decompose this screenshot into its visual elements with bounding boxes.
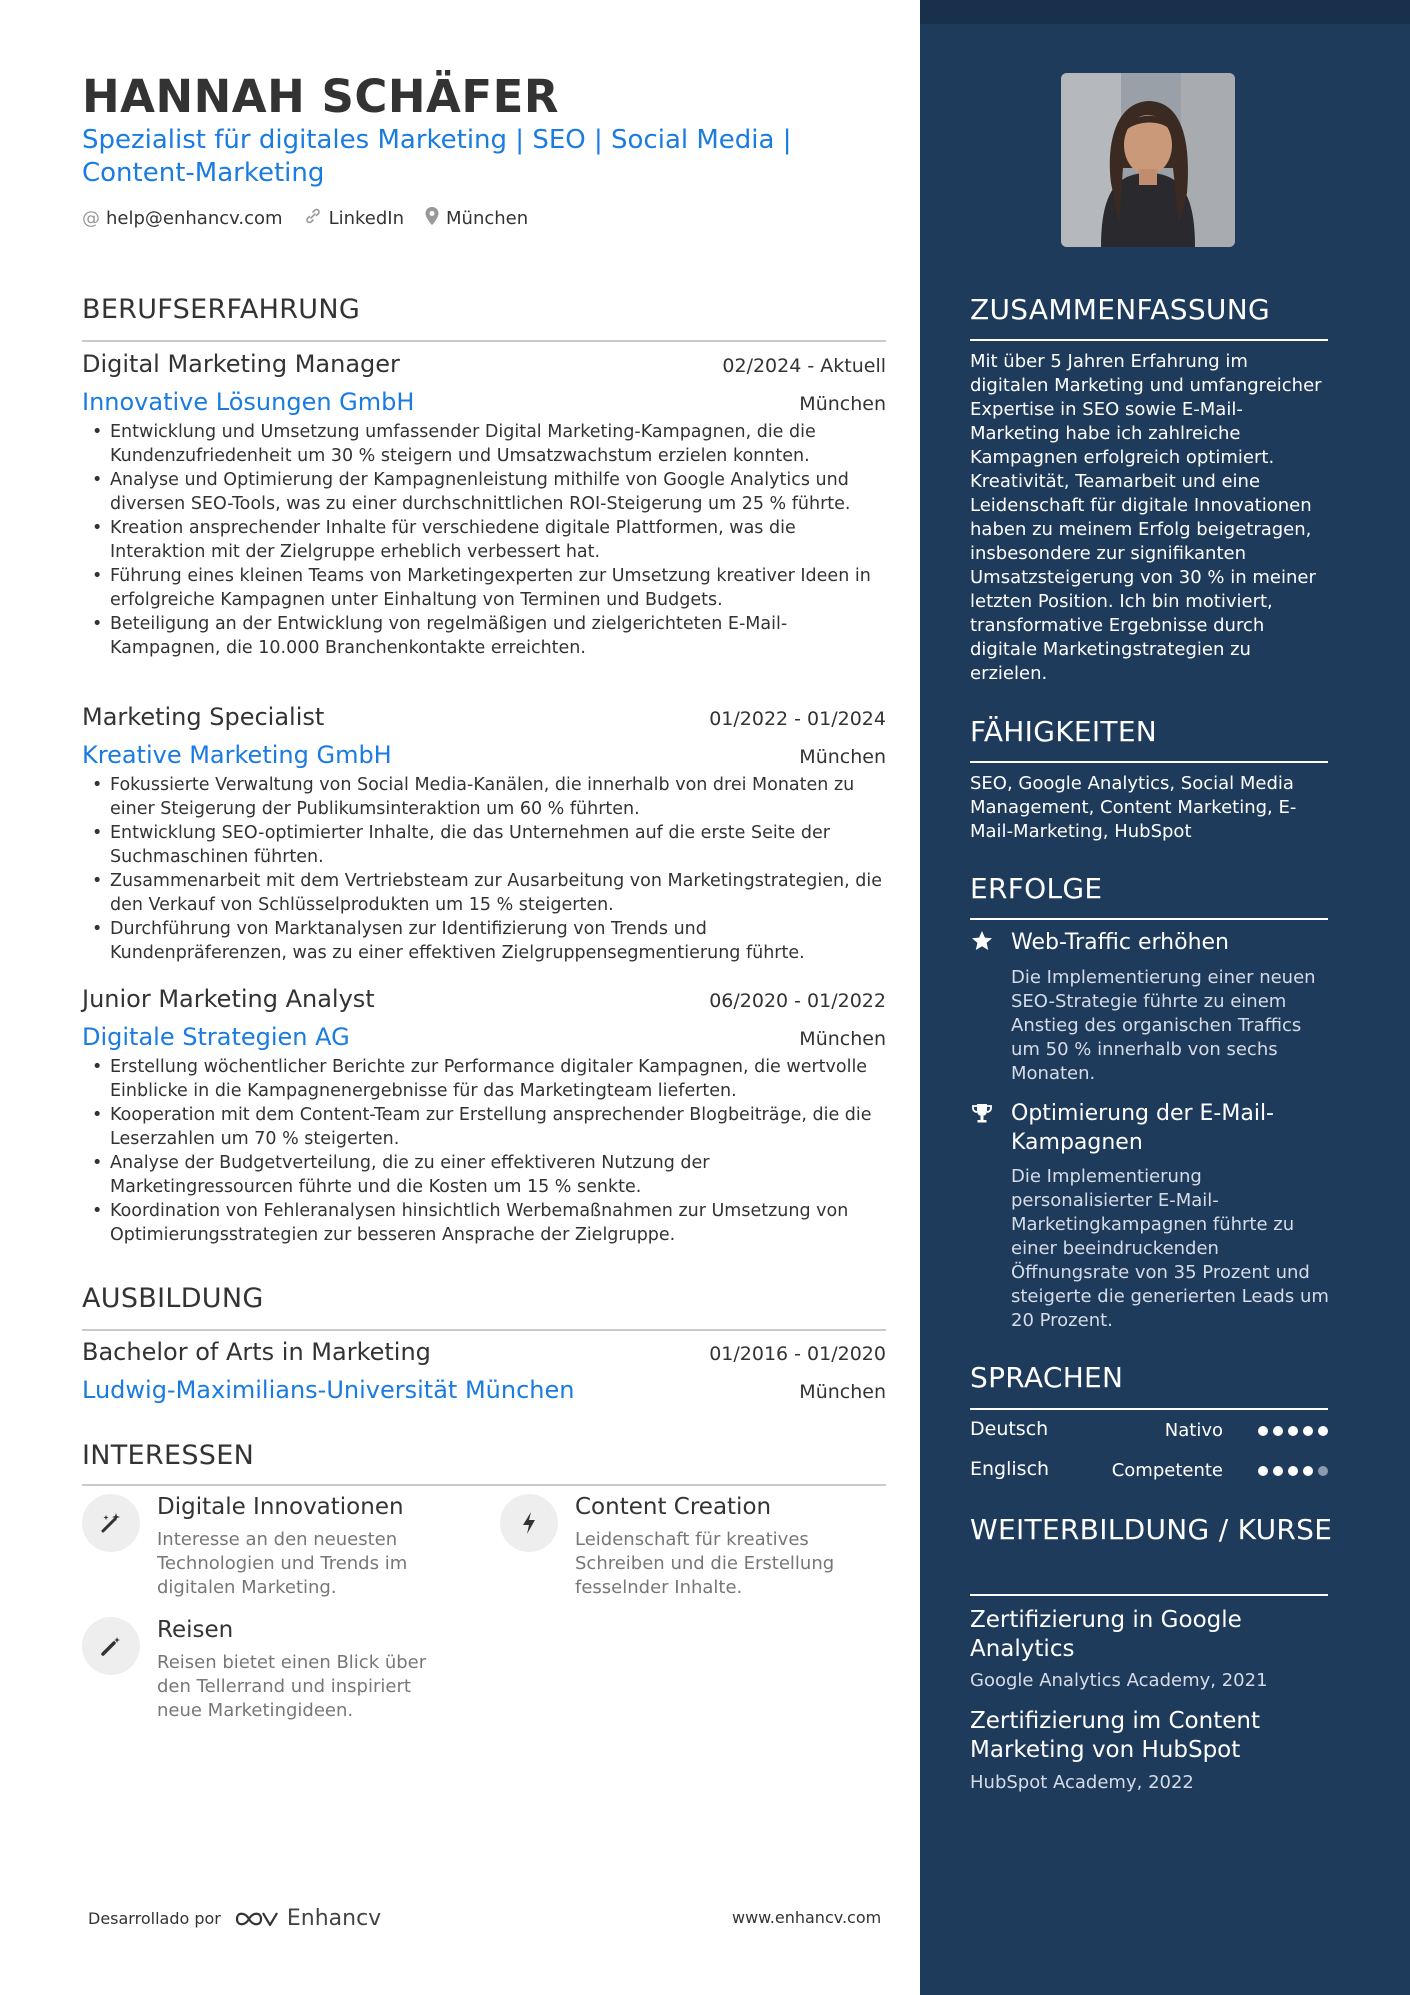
bullet-item: • Fokussierte Verwaltung von Social Media-Kanälen, die innerhalb von drei Monaten zu einer Steigerung der Publikumsinteraktion um 60 % führten. xyxy=(82,773,886,821)
summary-divider xyxy=(970,339,1328,341)
interest-desc: Interesse an den neuesten Technologien und Trends im digitalen Marketing. xyxy=(157,1529,408,1598)
language-row xyxy=(970,1418,1328,1444)
profile-photo xyxy=(1061,73,1235,247)
course-title: Zertifizierung im Content Marketing von HubSpot xyxy=(970,1708,1260,1763)
achievement-desc: Die Implementierung personalisierter E-Mail-Marketingkampagnen führte zu einer beeindruckenden Öffnungsrate von 35 Prozent und steigerte die generierten Leads um 20 Prozent. xyxy=(1011,1166,1329,1331)
bullet-item: • Erstellung wöchentlicher Berichte zur Performance digitaler Kampagnen, die wertvolle Einblicke in die Kampagnenergebnisse für das Marketingteam lieferten. xyxy=(82,1055,886,1103)
course-provider: HubSpot Academy, 2022 xyxy=(970,1772,1194,1793)
bullet-item: • Analyse und Optimierung der Kampagnenleistung mithilfe von Google Analytics und diversen SEO-Tools, was zu einer durchschnittlichen ROI-Steigerung um 25 % führte. xyxy=(82,468,886,516)
bullet-item: • Entwicklung und Umsetzung umfassender Digital Marketing-Kampagnen, die die Kundenzufriedenheit um 30 % steigern und Umsatzwachstum erzielen konnten. xyxy=(82,420,886,468)
footer-powered-by xyxy=(88,1906,381,1931)
rating-dot xyxy=(1273,1426,1283,1436)
rating-dot xyxy=(1303,1466,1313,1476)
interest-item xyxy=(500,1494,860,1604)
email-text: help@enhancv.com xyxy=(106,208,283,229)
achievement-title: Web-Traffic erhöhen xyxy=(1011,930,1229,955)
rating-dot xyxy=(1288,1466,1298,1476)
interest-title: Content Creation xyxy=(575,1494,772,1520)
sidebar xyxy=(920,0,1410,1995)
course-title: Zertifizierung in Google Analytics xyxy=(970,1607,1242,1662)
languages-heading: SPRACHEN xyxy=(970,1361,1124,1394)
wand-icon xyxy=(82,1617,140,1675)
interest-item xyxy=(82,1617,442,1727)
language-level: Competente xyxy=(1111,1460,1223,1481)
education-location: München xyxy=(799,1381,886,1403)
lightning-icon xyxy=(500,1494,558,1552)
bullet-item: • Durchführung von Marktanalysen zur Identifizierung von Trends und Kundenpräferenzen, was zu einer effektiven Zielgruppensegmentierung führte. xyxy=(82,917,886,965)
brand-name: Enhancv xyxy=(286,1906,382,1931)
interests-divider xyxy=(82,1484,886,1486)
job-bullets xyxy=(82,1055,886,1247)
rating-dot xyxy=(1273,1466,1283,1476)
candidate-title: Spezialist für digitales Marketing | SEO | Social Media | Content-Marketing xyxy=(82,125,792,188)
bullet-item: • Führung eines kleinen Teams von Marketingexperten zur Umsetzung kreativer Ideen in erfolgreiche Kampagnen unter Einhaltung von Terminen und Budgets. xyxy=(82,564,886,612)
interest-desc: Reisen bietet einen Blick über den Tellerrand und inspiriert neue Marketingideen. xyxy=(157,1652,427,1721)
job-date: 02/2024 - Aktuell xyxy=(722,355,886,377)
job-location: München xyxy=(799,746,886,768)
footer-website[interactable]: www.enhancv.com xyxy=(732,1908,882,1927)
sidebar-top-bar xyxy=(920,0,1410,24)
degree-title: Bachelor of Arts in Marketing xyxy=(82,1338,431,1366)
contact-location xyxy=(424,206,528,231)
education-date: 01/2016 - 01/2020 xyxy=(709,1343,886,1365)
location-pin-icon xyxy=(424,206,440,231)
job-entry xyxy=(82,985,886,1247)
interest-title: Reisen xyxy=(157,1617,234,1643)
interests-heading: INTERESSEN xyxy=(82,1440,255,1471)
job-date: 01/2022 - 01/2024 xyxy=(709,708,886,730)
job-entry xyxy=(82,703,886,965)
education-divider xyxy=(82,1329,886,1331)
company-name[interactable]: Innovative Lösungen GmbH xyxy=(82,388,415,416)
powered-by-text: Desarrollado por xyxy=(88,1909,221,1928)
rating-dot xyxy=(1303,1426,1313,1436)
achievements-heading: ERFOLGE xyxy=(970,872,1103,905)
bullet-item: • Entwicklung SEO-optimierter Inhalte, die das Unternehmen auf die erste Seite der Suchmaschinen führten. xyxy=(82,821,886,869)
interest-desc: Leidenschaft für kreatives Schreiben und die Erstellung fesselnder Inhalte. xyxy=(575,1529,835,1598)
language-row xyxy=(970,1458,1328,1484)
star-icon xyxy=(970,929,994,959)
job-location: München xyxy=(799,393,886,415)
interest-title: Digitale Innovationen xyxy=(157,1494,404,1520)
job-bullets xyxy=(82,420,886,660)
magic-wand-icon xyxy=(82,1494,140,1552)
education-heading: AUSBILDUNG xyxy=(82,1283,264,1314)
job-date: 06/2020 - 01/2022 xyxy=(709,990,886,1012)
courses-heading: WEITERBILDUNG / KURSE xyxy=(970,1513,1333,1546)
experience-divider xyxy=(82,340,886,342)
candidate-name: HANNAH SCHÄFER xyxy=(82,70,560,123)
contact-email[interactable] xyxy=(82,206,283,231)
achievement-title: Optimierung der E-Mail-Kampagnen xyxy=(1011,1101,1274,1155)
rating-dot xyxy=(1258,1466,1268,1476)
courses-divider xyxy=(970,1594,1328,1596)
job-location: München xyxy=(799,1028,886,1050)
language-name: Deutsch xyxy=(970,1418,1049,1440)
company-name[interactable]: Digitale Strategien AG xyxy=(82,1023,350,1051)
trophy-icon xyxy=(970,1101,994,1131)
rating-dot xyxy=(1258,1426,1268,1436)
bullet-item: • Beteiligung an der Entwicklung von regelmäßigen und zielgerichteten E-Mail-Kampagnen, die 10.000 Branchenkontakte erreichten. xyxy=(82,612,886,660)
languages-divider xyxy=(970,1408,1328,1410)
bullet-item: • Zusammenarbeit mit dem Vertriebsteam zur Ausarbeitung von Marketingstrategien, die den Verkauf von Schlüsselprodukten um 15 % steigerten. xyxy=(82,869,886,917)
enhancv-logo-icon xyxy=(233,1908,279,1930)
enhancv-logo[interactable] xyxy=(233,1906,381,1931)
job-title: Junior Marketing Analyst xyxy=(82,985,375,1013)
job-title: Marketing Specialist xyxy=(82,703,325,731)
language-rating xyxy=(1258,1426,1328,1436)
bullet-item: • Koordination von Fehleranalysen hinsichtlich Werbemaßnahmen zur Umsetzung von Optimierungsstrategien zur besseren Ansprache der Zielgruppe. xyxy=(82,1199,886,1247)
job-entry xyxy=(82,350,886,660)
bullet-item: • Analyse der Budgetverteilung, die zu einer effektiveren Nutzung der Marketingressourcen führte und die Kosten um 15 % senkte. xyxy=(82,1151,886,1199)
job-bullets xyxy=(82,773,886,965)
rating-dot xyxy=(1318,1466,1328,1476)
skills-text: SEO, Google Analytics, Social Media Management, Content Marketing, E-Mail-Marketing, HubSpot xyxy=(970,773,1297,842)
course-provider: Google Analytics Academy, 2021 xyxy=(970,1670,1268,1691)
contact-bar xyxy=(82,206,528,231)
skills-heading: FÄHIGKEITEN xyxy=(970,715,1158,748)
company-name[interactable]: Kreative Marketing GmbH xyxy=(82,741,392,769)
job-title: Digital Marketing Manager xyxy=(82,350,400,378)
location-text: München xyxy=(446,208,529,229)
contact-linkedin[interactable] xyxy=(303,206,404,231)
language-rating xyxy=(1258,1466,1328,1476)
summary-heading: ZUSAMMENFASSUNG xyxy=(970,293,1270,326)
link-icon xyxy=(303,206,323,231)
education-entry xyxy=(82,1338,886,1404)
interest-item xyxy=(82,1494,442,1604)
school-name[interactable]: Ludwig-Maximilians-Universität München xyxy=(82,1376,575,1404)
summary-text: Mit über 5 Jahren Erfahrung im digitalen Marketing und umfangreicher Expertise in SEO sowie E-Mail-Marketing habe ich zahlreiche Kampagnen erfolgreich optimiert. Kreativität, Teamarbeit und eine Leidenschaft für digitale Innovationen haben zu meinem Erfolg beigetragen, insbesondere zur signifikanten Umsatzsteigerung von 30 % in meiner letzten Position. Ich bin motiviert, transformative Ergebnisse durch digitale Marketingstrategien zu erzielen. xyxy=(970,351,1322,684)
achievement-desc: Die Implementierung einer neuen SEO-Strategie führte zu einem Anstieg des organischen Traffics um 50 % innerhalb von sechs Monaten. xyxy=(1011,967,1316,1084)
skills-divider xyxy=(970,761,1328,763)
experience-heading: BERUFSERFAHRUNG xyxy=(82,294,361,325)
rating-dot xyxy=(1288,1426,1298,1436)
achievements-divider xyxy=(970,918,1328,920)
linkedin-text: LinkedIn xyxy=(328,208,404,229)
at-icon: @ xyxy=(82,208,100,229)
bullet-item: • Kreation ansprechender Inhalte für verschiedene digitale Plattformen, was die Interaktion mit der Zielgruppe erheblich verbessert hat. xyxy=(82,516,886,564)
language-level: Nativo xyxy=(1164,1420,1223,1441)
bullet-item: • Kooperation mit dem Content-Team zur Erstellung ansprechender Blogbeiträge, die die Leserzahlen um 70 % steigerten. xyxy=(82,1103,886,1151)
language-name: Englisch xyxy=(970,1458,1050,1480)
rating-dot xyxy=(1318,1426,1328,1436)
